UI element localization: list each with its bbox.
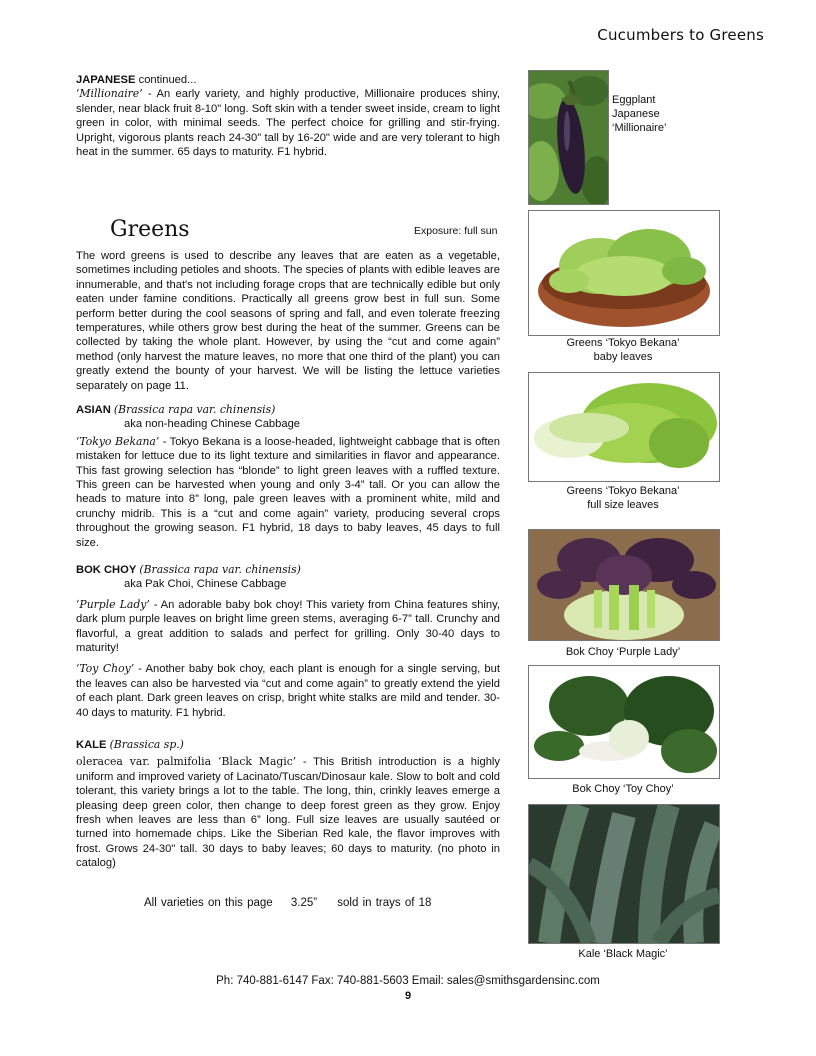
variety-text-millionaire: - An early variety, and highly productive, Millionaire produces shiny, slender, near black fruit 8-10" long. Soft skin with a tender sweet inside, cream to light green in color, with minimal seeds. The perfect choice for grilling and stir-frying. Upright, vigorous plants reach 24-30" tall by 16-20" wide and are very tolerant to high heat in the summer. 65 days to maturity. F1 hybrid. bbox=[76, 88, 500, 159]
trays-size: 3.25” bbox=[290, 897, 318, 909]
greens-intro: The word greens is used to describe any leaves that are eaten as a vegetable, sometimes including petioles and shoots. The species of plants with edible leaves are innumerable, and that's not including forage crops that are technically edible but only eaten under famine conditions. Practically all greens grow best in full sun. Some perform better during the cool seasons of spring and fall, and even tolerate freezing temperatures, while others grow best during the heat of the summer. Greens can be collected by taking the whole plant. However, by using the “cut and come again” method (only harvest the mature leaves, no more that one third of the plant) you can greatly extend the bounty of your harvest. We will be listing the lettuce varieties separately on page 11. bbox=[76, 250, 500, 392]
kale-heading: KALE bbox=[76, 739, 107, 751]
variety-name-tokyo-bekana: ‘Tokyo Bekana’ bbox=[76, 434, 160, 448]
asian-heading: ASIAN bbox=[76, 404, 111, 416]
continued-label: continued... bbox=[138, 74, 197, 86]
tokyo-bekana-full-caption bbox=[528, 484, 718, 512]
caption-line: Greens ‘Tokyo Bekana’ bbox=[566, 337, 680, 349]
purple-lady-photo bbox=[528, 529, 720, 641]
tokyo-bekana-full-photo bbox=[528, 372, 720, 482]
footer-contact: Ph: 740-881-6147 Fax: 740-881-5603 Email: sales@smithsgardensinc.com bbox=[216, 975, 600, 987]
kale-scientific-name: (Brassica sp.) bbox=[109, 738, 184, 751]
kale-photo bbox=[528, 804, 720, 944]
tokyo-bekana-baby-caption bbox=[528, 336, 718, 364]
variety-text-purple-lady: - An adorable baby bok choy! This variety from China features shiny, dark plum purple leaves on bright lime green stems, averaging 6-7” tall. Crunchy and flavorful, a great addition to salads and perfect for grilling. Only 30-40 days to maturity! bbox=[76, 598, 500, 655]
caption-line: Greens ‘Tokyo Bekana’ bbox=[566, 485, 680, 497]
japanese-heading: JAPANESE bbox=[76, 74, 136, 86]
japanese-section bbox=[76, 73, 500, 159]
variety-name-millionaire: ‘Millionaire’ bbox=[76, 87, 143, 101]
eggplant-caption bbox=[612, 93, 666, 135]
trays-note bbox=[144, 897, 431, 909]
eggplant-caption-line: Japanese bbox=[612, 108, 660, 120]
variety-name-purple-lady: ‘Purple Lady’ bbox=[76, 597, 150, 611]
variety-name-toy-choy: ‘Toy Choy’ bbox=[76, 662, 135, 676]
bokchoy-section bbox=[76, 563, 500, 720]
variety-text-black-magic: - This British introduction is a highly uniform and improved variety of Lacinato/Tuscan/Dinosaur kale. Slow to bolt and cold tolerant, this variety brings a lot to the table. The long, thin, crinkly leaves emerge a pleasing deep green color, then change to deep forest green as they grow. Enjoy fresh when leaves are less than 6” long. Full size leaves are usually sautéed or turned into homemade chips. Like the Siberian Red kale, the flavor improves with frost. Grows 24-30" tall. 30 days to baby leaves; 60 days to maturity. (no photo in catalog) bbox=[76, 756, 501, 870]
toy-choy-caption: Bok Choy ‘Toy Choy’ bbox=[572, 783, 674, 795]
eggplant-photo bbox=[528, 70, 609, 205]
variety-text-toy-choy: - Another baby bok choy, each plant is enough for a single serving, but the leaves can also be harvested via “cut and come again” to greatly extend the yield of each plant. Dark green leaves on crisp, bright white stalks are mild and tender. 30-40 days to maturity. F1 hybrid. bbox=[76, 663, 500, 719]
page-number: 9 bbox=[404, 990, 412, 1002]
kale-section bbox=[76, 738, 500, 871]
tokyo-bekana-baby-photo bbox=[528, 210, 720, 336]
page-header: Cucumbers to Greens bbox=[597, 26, 764, 44]
bokchoy-aka: aka Pak Choi, Chinese Cabbage bbox=[124, 578, 287, 591]
eggplant-caption-line: ‘Millionaire’ bbox=[612, 122, 667, 134]
greens-title: Greens bbox=[110, 217, 190, 242]
variety-text-tokyo-bekana: - Tokyo Bekana is a loose-headed, lightweight cabbage that is often mistaken for lettuce due to its light texture and similarities in flavor and appearance. This fast growing selection has “blonde” to light green leaves with a ruffled texture. This green can be harvested when young and only 3-4” tall. Or you can allow the heads to mature into 8” long, pale green leaves with a prominent white, mild and crunchy midrib. This is a “cut and come again” variety, producing several crops throughout the growing season. F1 hybrid, 18 days to baby leaves, 45 days to full size. bbox=[76, 435, 500, 549]
variety-name-black-magic: oleracea var. palmifolia ‘Black Magic’ bbox=[76, 755, 297, 769]
purple-lady-caption: Bok Choy ‘Purple Lady’ bbox=[565, 646, 681, 658]
caption-line: full size leaves bbox=[587, 499, 659, 511]
toy-choy-photo bbox=[528, 665, 720, 779]
exposure-label: Exposure: full sun bbox=[414, 225, 498, 237]
asian-scientific-name: (Brassica rapa var. chinensis) bbox=[113, 403, 276, 416]
asian-section bbox=[76, 403, 500, 550]
trays-text: All varieties on this page bbox=[144, 897, 273, 909]
bokchoy-scientific-name: (Brassica rapa var. chinensis) bbox=[139, 563, 301, 576]
eggplant-caption-line: Eggplant bbox=[612, 94, 656, 106]
bokchoy-heading: BOK CHOY bbox=[76, 564, 137, 576]
caption-line: baby leaves bbox=[593, 351, 653, 363]
kale-caption: Kale ‘Black Magic’ bbox=[578, 948, 668, 960]
trays-sold: sold in trays of 18 bbox=[337, 897, 432, 909]
asian-aka: aka non-heading Chinese Cabbage bbox=[124, 418, 301, 431]
